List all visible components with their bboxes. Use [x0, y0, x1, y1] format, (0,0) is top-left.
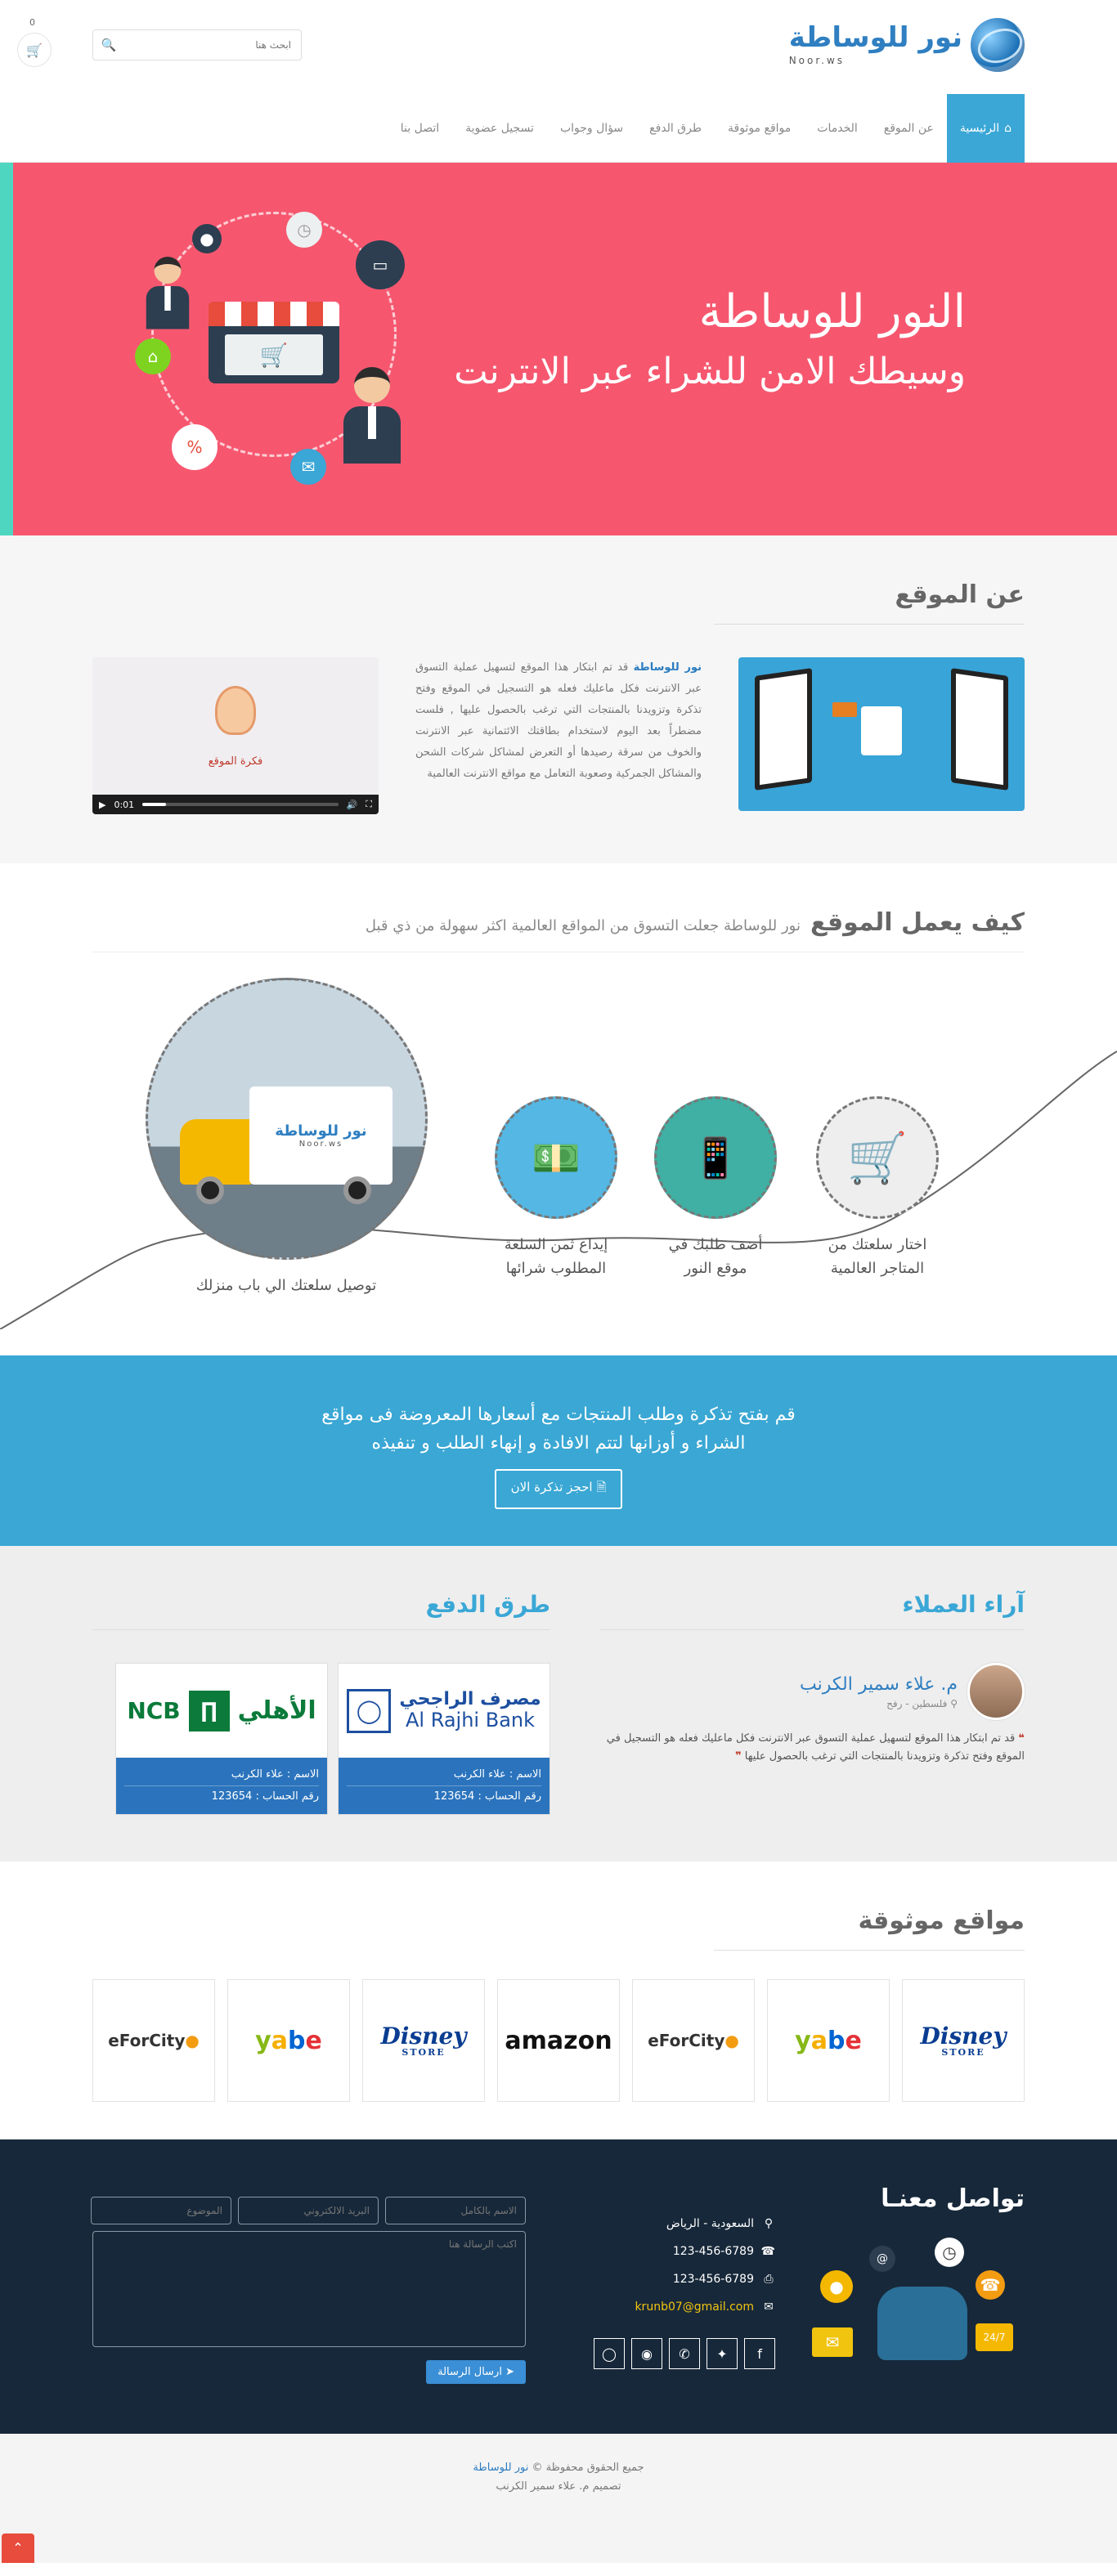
facebook-icon[interactable]: f	[744, 2338, 775, 2369]
message-field[interactable]	[92, 2231, 526, 2347]
disney-store-logo[interactable]: Disney STORE	[902, 1979, 1025, 2102]
alrajhi-logo-icon: ◯	[347, 1689, 391, 1733]
truck-brand: نور للوساطة	[275, 1122, 367, 1140]
telephone-icon	[877, 2287, 967, 2360]
phone-icon: ☎	[760, 2245, 775, 2258]
how-title: كيف يعمل الموقع	[810, 908, 1025, 937]
bank-name-ar: مصرف الراجحي	[399, 1689, 541, 1710]
about-text: نور للوساطة قد تم ابتكار هذا الموقع لتسهيل عملية التسوق عبر الانترنت فكل ماعليك فعله هو التسجيل في الموقع وفتح تذكرة وتزويدنا بالمنتجات التي ترغب بالحصول عليها , فلست مضطراً بعد اليوم لاستخدام بطاقتك الائتمانية عبر الانترنت والخوف من سرقة رصيدها أو التعرض لمشاكل شركات الشحن والمشاكل الجمركية وصعوبة التعامل مع مواقع الانترنت العالمية	[415, 661, 702, 780]
trusted-sites-section	[0, 1861, 1117, 2139]
hero-banner	[0, 163, 1117, 535]
money-transfer-icon: 💵	[532, 1135, 581, 1181]
phone-bubble-icon: ☎	[976, 2270, 1005, 2300]
bank-name-ar: الأهلي	[237, 1696, 316, 1725]
search-icon[interactable]: 🔍	[101, 38, 117, 52]
nav-faq[interactable]: سؤال وجواب	[559, 122, 624, 135]
contact-title: تواصل معنـا	[881, 2184, 1025, 2213]
bank-name-en: NCB	[127, 1697, 181, 1724]
payment-methods	[92, 1591, 550, 1815]
cta-text: قم بفتح تذكرة وطلب المنتجات مع أسعارها المعروضة فى مواقع الشراء و أوزانها لتتم الافادة و إنهاء الطلب و تنفيذه	[321, 1404, 796, 1454]
subject-field[interactable]	[91, 2197, 231, 2224]
chat-icon: ✉	[290, 449, 326, 485]
volume-icon[interactable]: 🔊	[346, 799, 358, 810]
video-progress[interactable]	[142, 803, 338, 806]
ebay-logo[interactable]: e b a y	[227, 1979, 350, 2102]
hero-accent-strip	[0, 163, 13, 535]
at-icon: @	[869, 2246, 895, 2272]
chevron-up-icon: ⌃	[12, 2539, 24, 2556]
lightbulb-icon	[215, 686, 256, 735]
video-controls	[92, 795, 379, 814]
designer-credit: تصميم م. علاء سمير الكرنب	[496, 2480, 621, 2493]
step-add-order: 📱 أضف طلبك في موقع النور	[650, 1096, 781, 1281]
send-message-button[interactable]: ➤ ارسال الرسالة	[426, 2360, 526, 2384]
contact-section	[0, 2139, 1117, 2434]
map-marker-icon: ⚲	[764, 2217, 774, 2230]
email-field[interactable]	[238, 2197, 379, 2224]
avatar	[967, 1663, 1025, 1720]
credit-card-icon	[832, 702, 857, 717]
video-time: 0:01	[114, 799, 135, 810]
payment-title: طرق الدفع	[92, 1591, 550, 1630]
account-holder: الاسم : علاء الكرنب	[124, 1764, 319, 1786]
eforcity-logo[interactable]: ● eForCity	[92, 1979, 215, 2102]
testimonials	[599, 1591, 1025, 1815]
main-nav	[0, 94, 1117, 163]
hero-subtitle: وسيطك الامن للشراء عبر الانترنت	[454, 351, 966, 392]
delivery-truck-icon	[180, 1086, 393, 1201]
support-24-7-icon: 24/7	[976, 2323, 1013, 2351]
ecommerce-illustration	[135, 187, 413, 498]
nav-home[interactable]: ⌂ الرئيسية	[947, 94, 1025, 163]
hero-title: النور للوساطة	[698, 285, 966, 338]
shop-icon: 🛒	[209, 302, 339, 392]
ticket-cta	[0, 1355, 1117, 1546]
ncb-logo-icon: ∏	[189, 1691, 230, 1732]
about-title: عن الموقع	[714, 580, 1025, 625]
step-delivery-label: توصيل سلعتك الي باب منزلك	[195, 1277, 377, 1294]
eforcity-logo[interactable]: ● eForCity	[632, 1979, 755, 2102]
quote-open-icon: ❝	[1018, 1732, 1025, 1745]
cart-icon: 🛒	[26, 42, 43, 58]
home-icon: ⌂	[1004, 122, 1012, 135]
contact-illustration	[812, 2242, 1025, 2385]
cart-button[interactable]	[17, 17, 52, 67]
paper-plane-icon: ➤	[505, 2366, 514, 2378]
envelope-icon: ✉	[812, 2327, 853, 2357]
logo-subtitle: Noor.ws	[788, 55, 846, 66]
nav-payment[interactable]: طرق الدفع	[649, 122, 702, 135]
document-icon: 🗎	[596, 1480, 607, 1495]
search-box	[92, 29, 302, 60]
quote-close-icon: ❞	[734, 1750, 742, 1763]
globe-icon	[971, 18, 1025, 72]
about-section	[0, 535, 1117, 863]
contact-address: ⚲ السعودية - الرياض	[563, 2217, 775, 2230]
fax-icon: ⎙	[764, 2273, 774, 2286]
step-choose-product: 🛒 اختار سلعتك من المتاجر العالمية	[812, 1096, 943, 1281]
trusted-title: مواقع موثوقة	[714, 1906, 1025, 1951]
search-input[interactable]	[124, 30, 301, 60]
how-subtitle: نور للوساطة جعلت التسوق من المواقع العالمية اكثر سهولة من ذي قبل	[365, 917, 801, 934]
testimonial-quote: ❝ قد تم ابتكار هذا الموقع لتسهيل عملية التسوق عبر الانترنت فكل ماعليك فعله هو التسجيل في الموقع وفتح تذكرة وتزويدنا بالمنتجات التي ترغب بالحصول عليها ❞	[606, 1732, 1025, 1763]
copyright: جميع الحقوق محفوظة © نور للوساطة	[473, 2462, 644, 2474]
user-icon: ●	[192, 224, 222, 253]
alarm-clock-icon: ◷	[935, 2238, 964, 2267]
footer-brand-link[interactable]: نور للوساطة	[473, 2462, 529, 2474]
account-holder: الاسم : علاء الكرنب	[347, 1764, 541, 1786]
order-devices-icon: 📱	[691, 1135, 740, 1181]
fullscreen-icon[interactable]: ⛶	[366, 799, 372, 809]
mail-icon: ✉	[764, 2300, 774, 2314]
testimonials-payment-section	[0, 1546, 1117, 1861]
site-logo[interactable]	[789, 18, 1025, 72]
social-links	[563, 2338, 775, 2369]
buyer-figure	[146, 257, 190, 330]
sale-tag-icon: %	[172, 424, 218, 470]
contact-phone: ☎ 123-456-6789	[672, 2245, 775, 2258]
clock-icon: ◷	[286, 212, 322, 248]
nav-trusted-sites[interactable]: مواقع موثوقة	[728, 122, 792, 135]
bank-card-alrajhi	[338, 1663, 550, 1815]
name-field[interactable]	[385, 2197, 526, 2224]
shopping-bag-icon	[861, 706, 902, 755]
topbar	[0, 0, 1117, 94]
person-icon: ●	[820, 2270, 853, 2303]
cart-count: 0	[29, 17, 35, 28]
testimonials-title: آراء العملاء	[599, 1591, 1025, 1630]
instagram-icon[interactable]: ◯	[594, 2338, 625, 2369]
twitter-icon[interactable]: ✦	[707, 2338, 738, 2369]
site-header	[0, 0, 1117, 163]
book-ticket-button[interactable]: 🗎 احجز تذكرة الان	[495, 1469, 623, 1509]
intro-video[interactable]	[92, 657, 379, 814]
account-number: رقم الحساب : 123654	[211, 1790, 319, 1803]
account-number: رقم الحساب : 123654	[433, 1790, 541, 1803]
nav-contact[interactable]: اتصل بنا	[400, 122, 440, 135]
bank-name-en: Al Rajhi Bank	[405, 1709, 536, 1732]
play-icon[interactable]: ▶	[99, 799, 106, 810]
amazon-logo[interactable]: amazon	[497, 1979, 620, 2102]
contact-form	[92, 2184, 526, 2385]
testimonial-location: فلسطين - رفح	[886, 1697, 948, 1709]
contact-fax: ⎙ 123-456-6789	[563, 2273, 775, 2286]
bank-card-ncb	[115, 1663, 328, 1815]
card-icon: ▭	[356, 240, 405, 289]
step-deposit-payment: 💵 إيداع ثمن السلعة المطلوب شرائها	[491, 1096, 621, 1281]
how-it-works-section	[0, 863, 1117, 1355]
shopping-cart-icon: 🛒	[846, 1129, 908, 1187]
nav-about[interactable]: عن الموقع	[883, 122, 934, 135]
site-footer	[0, 2434, 1117, 2563]
about-brand: نور للوساطة	[633, 661, 702, 674]
scroll-to-top-button[interactable]	[2, 2533, 34, 2563]
ebay-logo[interactable]: e b a y	[767, 1979, 890, 2102]
house-icon: ⌂	[135, 338, 171, 374]
nav-register[interactable]: تسجيل عضوية	[465, 122, 534, 135]
online-payment-illustration	[738, 657, 1025, 811]
disney-store-logo[interactable]: Disney STORE	[362, 1979, 485, 2102]
logo-title: نور للوساطة	[788, 21, 962, 54]
truck-subbrand: Noor.ws	[298, 1139, 343, 1149]
seller-figure	[343, 367, 401, 465]
testimonial-name: م. علاء سمير الكرنب	[800, 1673, 958, 1695]
whatsapp-icon[interactable]: ✆	[669, 2338, 700, 2369]
contact-email[interactable]: ✉ krunb07@gmail.com	[563, 2300, 775, 2314]
location-pin-icon: ⚲	[950, 1697, 958, 1709]
wechat-icon[interactable]: ◉	[631, 2338, 662, 2369]
video-caption: فكرة الموقع	[208, 755, 263, 768]
step-delivery	[143, 978, 429, 1298]
nav-services[interactable]: الخدمات	[817, 122, 858, 135]
